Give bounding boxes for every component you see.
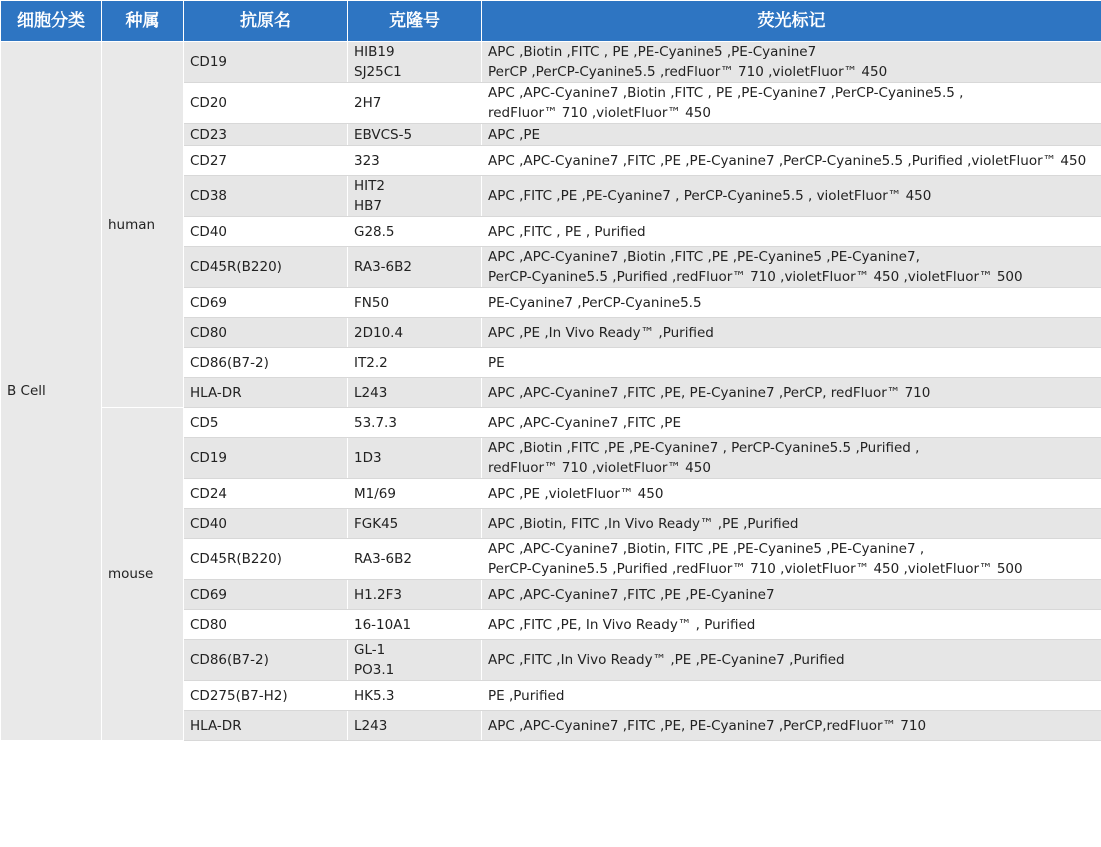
fluorescence-line: APC ,APC-Cyanine7 ,FITC ,PE ,PE-Cyanine7 ,PerCP-Cyanine5.5 ,Purified ,violetFluor™ 450 bbox=[488, 152, 1087, 169]
fluorescence-line: APC ,Biotin, FITC ,In Vivo Ready™ ,PE ,Purified bbox=[488, 515, 799, 532]
clone-id: 323 bbox=[354, 152, 380, 169]
species-label: human bbox=[102, 42, 184, 408]
fluorescence-line: redFluor™ 710 ,violetFluor™ 450 bbox=[488, 460, 711, 476]
clone-cell bbox=[348, 640, 482, 681]
fluorescence-line: APC ,APC-Cyanine7 ,FITC ,PE bbox=[488, 414, 681, 431]
antigen-cell: CD45R(B220) bbox=[184, 539, 348, 580]
clone-cell bbox=[348, 539, 482, 580]
fluorescence-cell bbox=[482, 378, 1101, 408]
antigen-cell: CD24 bbox=[184, 479, 348, 509]
clone-id: HIB19 bbox=[354, 44, 395, 60]
header-clone: 克隆号 bbox=[348, 1, 482, 42]
fluorescence-line: APC ,FITC , PE , Purified bbox=[488, 223, 646, 240]
clone-id: RA3-6B2 bbox=[354, 259, 412, 275]
fluorescence-cell bbox=[482, 479, 1101, 509]
clone-id: GL-1 bbox=[354, 642, 386, 658]
clone-cell bbox=[348, 146, 482, 176]
clone-cell bbox=[348, 681, 482, 711]
clone-cell bbox=[348, 318, 482, 348]
fluorescence-line: APC ,FITC ,In Vivo Ready™ ,PE ,PE-Cyanine7 ,Purified bbox=[488, 652, 845, 668]
clone-id: IT2.2 bbox=[354, 354, 388, 371]
clone-cell bbox=[348, 610, 482, 640]
fluorescence-cell bbox=[482, 42, 1101, 83]
antigen-cell: CD69 bbox=[184, 580, 348, 610]
fluorescence-cell bbox=[482, 509, 1101, 539]
fluorescence-line: PE-Cyanine7 ,PerCP-Cyanine5.5 bbox=[488, 294, 702, 311]
clone-id: 1D3 bbox=[354, 450, 382, 466]
fluorescence-line: APC ,PE ,In Vivo Ready™ ,Purified bbox=[488, 324, 714, 341]
fluorescence-line: APC ,Biotin ,FITC ,PE ,PE-Cyanine7 , PerCP-Cyanine5.5 ,Purified , bbox=[488, 440, 920, 456]
clone-cell bbox=[348, 217, 482, 247]
header-row bbox=[1, 1, 1101, 42]
clone-cell bbox=[348, 509, 482, 539]
clone-id: L243 bbox=[354, 717, 388, 734]
antigen-cell: CD69 bbox=[184, 288, 348, 318]
fluorescence-cell bbox=[482, 610, 1101, 640]
clone-id: M1/69 bbox=[354, 485, 396, 502]
clone-id: 2H7 bbox=[354, 95, 382, 111]
fluorescence-cell bbox=[482, 539, 1101, 580]
header-species: 种属 bbox=[102, 1, 184, 42]
fluorescence-line: APC ,APC-Cyanine7 ,FITC ,PE ,PE-Cyanine7 bbox=[488, 586, 775, 603]
antigen-cell: CD45R(B220) bbox=[184, 247, 348, 288]
fluorescence-cell bbox=[482, 438, 1101, 479]
clone-id: FN50 bbox=[354, 294, 390, 311]
table-body bbox=[1, 42, 1101, 741]
antigen-cell: CD80 bbox=[184, 610, 348, 640]
antigen-cell: HLA-DR bbox=[184, 711, 348, 741]
fluorescence-line: APC ,PE bbox=[488, 126, 541, 143]
table-row bbox=[1, 408, 1101, 438]
fluorescence-line: APC ,PE ,violetFluor™ 450 bbox=[488, 485, 664, 502]
clone-id: HB7 bbox=[354, 198, 383, 214]
clone-id: 2D10.4 bbox=[354, 324, 404, 341]
antigen-cell: HLA-DR bbox=[184, 378, 348, 408]
clone-cell bbox=[348, 479, 482, 509]
antigen-cell: CD19 bbox=[184, 438, 348, 479]
antigen-cell: CD80 bbox=[184, 318, 348, 348]
antigen-cell: CD20 bbox=[184, 83, 348, 124]
fluorescence-line: APC ,FITC ,PE ,PE-Cyanine7 , PerCP-Cyanine5.5 , violetFluor™ 450 bbox=[488, 188, 932, 204]
clone-id: 16-10A1 bbox=[354, 616, 412, 633]
fluorescence-cell bbox=[482, 83, 1101, 124]
antigen-cell: CD40 bbox=[184, 509, 348, 539]
fluorescence-cell bbox=[482, 408, 1101, 438]
clone-cell bbox=[348, 580, 482, 610]
antigen-cell: CD38 bbox=[184, 176, 348, 217]
clone-id: 53.7.3 bbox=[354, 414, 397, 431]
fluorescence-line: PE ,Purified bbox=[488, 687, 565, 704]
cell-type-label: B Cell bbox=[1, 42, 102, 741]
fluorescence-cell bbox=[482, 318, 1101, 348]
fluorescence-cell bbox=[482, 176, 1101, 217]
fluorescence-line: APC ,FITC ,PE, In Vivo Ready™ , Purified bbox=[488, 616, 756, 633]
clone-id: G28.5 bbox=[354, 223, 395, 240]
clone-cell bbox=[348, 288, 482, 318]
clone-id: SJ25C1 bbox=[354, 64, 402, 80]
table-row bbox=[1, 42, 1101, 83]
header-fluorescence: 荧光标记 bbox=[482, 1, 1101, 42]
species-label: mouse bbox=[102, 408, 184, 741]
clone-id: H1.2F3 bbox=[354, 586, 402, 603]
clone-cell bbox=[348, 124, 482, 146]
clone-cell bbox=[348, 348, 482, 378]
fluorescence-line: APC ,Biotin ,FITC , PE ,PE-Cyanine5 ,PE-Cyanine7 bbox=[488, 44, 817, 60]
fluorescence-line: APC ,APC-Cyanine7 ,Biotin ,FITC ,PE ,PE-Cyanine5 ,PE-Cyanine7, bbox=[488, 249, 920, 265]
clone-cell bbox=[348, 247, 482, 288]
antigen-cell: CD27 bbox=[184, 146, 348, 176]
clone-cell bbox=[348, 42, 482, 83]
clone-id: L243 bbox=[354, 384, 388, 401]
fluorescence-line: APC ,APC-Cyanine7 ,Biotin, FITC ,PE ,PE-Cyanine5 ,PE-Cyanine7 , bbox=[488, 541, 925, 557]
clone-cell bbox=[348, 83, 482, 124]
antigen-cell: CD23 bbox=[184, 124, 348, 146]
antigen-cell: CD40 bbox=[184, 217, 348, 247]
fluorescence-cell bbox=[482, 217, 1101, 247]
fluorescence-cell bbox=[482, 711, 1101, 741]
fluorescence-cell bbox=[482, 146, 1101, 176]
clone-id: HIT2 bbox=[354, 178, 385, 194]
clone-id: FGK45 bbox=[354, 515, 399, 532]
header-antigen: 抗原名 bbox=[184, 1, 348, 42]
fluorescence-cell bbox=[482, 348, 1101, 378]
fluorescence-line: PerCP-Cyanine5.5 ,Purified ,redFluor™ 710 ,violetFluor™ 450 ,violetFluor™ 500 bbox=[488, 269, 1023, 285]
clone-cell bbox=[348, 438, 482, 479]
fluorescence-line: APC ,APC-Cyanine7 ,Biotin ,FITC , PE ,PE-Cyanine7 ,PerCP-Cyanine5.5 , bbox=[488, 85, 964, 101]
fluorescence-cell bbox=[482, 124, 1101, 146]
clone-id: EBVCS-5 bbox=[354, 126, 413, 143]
fluorescence-line: PerCP-Cyanine5.5 ,Purified ,redFluor™ 710 ,violetFluor™ 450 ,violetFluor™ 500 bbox=[488, 561, 1023, 577]
clone-cell bbox=[348, 711, 482, 741]
fluorescence-cell bbox=[482, 288, 1101, 318]
clone-id: PO3.1 bbox=[354, 662, 395, 678]
antigen-cell: CD86(B7-2) bbox=[184, 348, 348, 378]
clone-cell bbox=[348, 408, 482, 438]
fluorescence-line: APC ,APC-Cyanine7 ,FITC ,PE, PE-Cyanine7 ,PerCP,redFluor™ 710 bbox=[488, 717, 927, 734]
antigen-cell: CD19 bbox=[184, 42, 348, 83]
fluorescence-cell bbox=[482, 580, 1101, 610]
fluorescence-line: redFluor™ 710 ,violetFluor™ 450 bbox=[488, 105, 711, 121]
fluorescence-line: PE bbox=[488, 354, 505, 371]
header-cell-class: 细胞分类 bbox=[1, 1, 102, 42]
antigen-cell: CD275(B7-H2) bbox=[184, 681, 348, 711]
fluorescence-line: APC ,APC-Cyanine7 ,FITC ,PE, PE-Cyanine7 ,PerCP, redFluor™ 710 bbox=[488, 384, 931, 401]
fluorescence-cell bbox=[482, 640, 1101, 681]
clone-id: HK5.3 bbox=[354, 687, 395, 704]
fluorescence-line: PerCP ,PerCP-Cyanine5.5 ,redFluor™ 710 ,violetFluor™ 450 bbox=[488, 64, 888, 80]
clone-id: RA3-6B2 bbox=[354, 551, 412, 567]
fluorescence-cell bbox=[482, 247, 1101, 288]
antigen-cell: CD86(B7-2) bbox=[184, 640, 348, 681]
clone-cell bbox=[348, 378, 482, 408]
clone-cell bbox=[348, 176, 482, 217]
table-header bbox=[1, 1, 1101, 42]
fluorescence-cell bbox=[482, 681, 1101, 711]
antigen-cell: CD5 bbox=[184, 408, 348, 438]
